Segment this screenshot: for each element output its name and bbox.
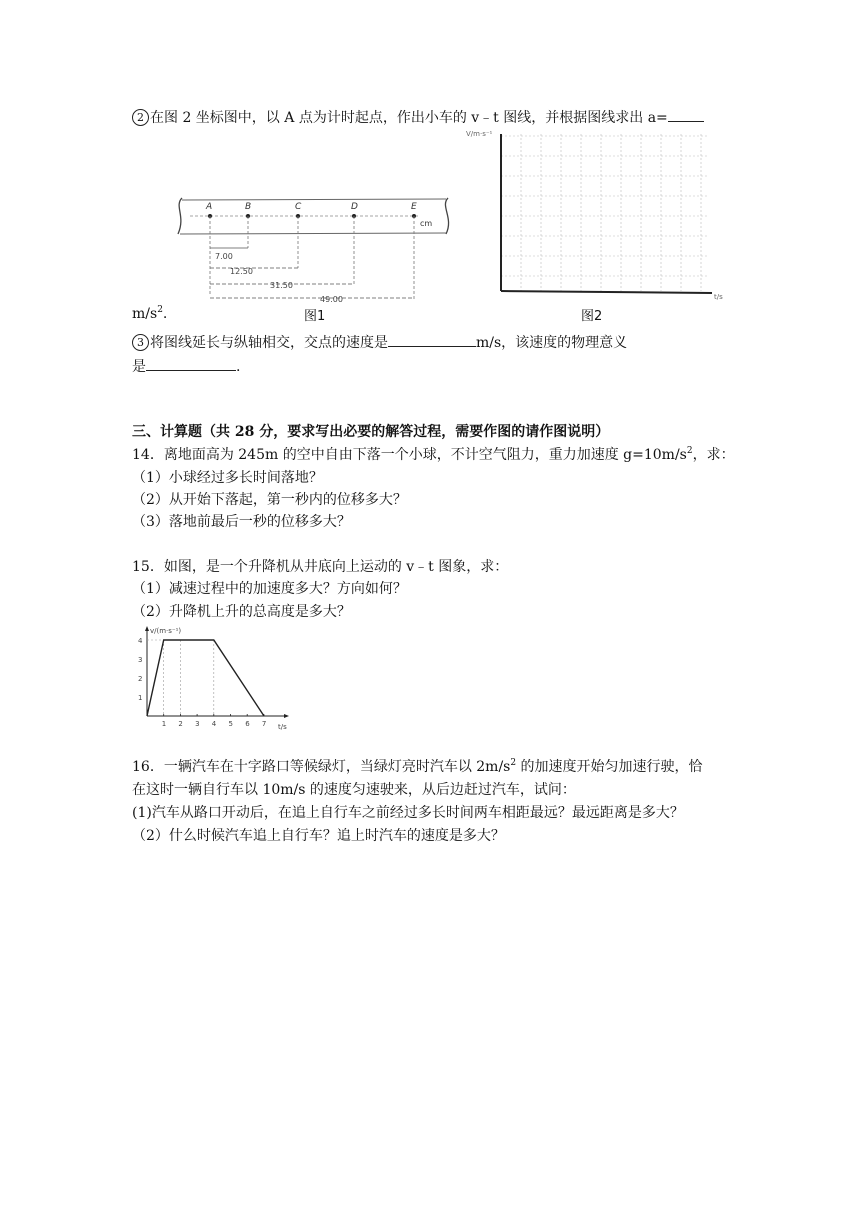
q13-part3-text-d: .	[236, 359, 241, 375]
y-tick-label: 3	[138, 656, 143, 664]
y-axis-label: v/(m·s⁻¹)	[150, 627, 182, 635]
x-tick-label: 6	[245, 720, 250, 728]
q13-unit-line	[132, 305, 167, 323]
distance-ae-label: 49.00	[320, 295, 343, 304]
unit-period: .	[162, 306, 168, 322]
y-tick-label: 2	[138, 675, 143, 683]
q13-part3-line	[132, 332, 627, 352]
x-tick-label: 7	[261, 720, 267, 728]
q16-stem-line1	[132, 758, 703, 776]
q14-exponent: 2	[686, 446, 693, 456]
q16-sub2: （2）什么时候汽车追上自行车？追上时汽车的速度是多大？	[132, 828, 505, 844]
figure-3-vt-graph	[134, 624, 296, 736]
figure-2-grid	[462, 128, 724, 300]
point-c-label: C	[295, 202, 302, 212]
point-b-label: B	[245, 202, 252, 212]
y-tick-label: 4	[138, 637, 143, 645]
x-tick-label: 4	[211, 720, 217, 728]
unit-m-s: m/s	[132, 306, 158, 322]
answer-blank-c	[146, 356, 236, 371]
q16-exponent: 2	[510, 758, 517, 768]
tape-unit-label: cm	[420, 219, 433, 228]
q16-stem-line2: 在这时一辆自行车以 10m/s 的速度匀速驶来，从后边赶过汽车，试问：	[132, 782, 576, 798]
answer-blank-a	[668, 107, 704, 122]
q13-part2-line	[132, 107, 704, 127]
x-tick-label: 3	[195, 720, 200, 728]
unit-exponent: 2	[157, 305, 163, 315]
q14-sub1: （1）小球经过多长时间落地？	[132, 470, 323, 486]
q13-part3-text-c: 是	[132, 359, 146, 375]
distance-ac-label: 12.50	[230, 267, 253, 276]
circled-number-2: 2	[132, 109, 149, 126]
distance-ad-label: 31.50	[270, 281, 293, 290]
q14-text-a: 14．离地面高为 245m 的空中自由下落一个小球，不计空气阻力，重力加速度 g=10m/s	[132, 447, 687, 463]
q15-stem: 15．如图，是一个升降机从井底向上运动的 v﹣t 图象，求：	[132, 559, 509, 575]
svg-text:t/s: t/s	[714, 293, 723, 300]
q14-stem	[132, 446, 735, 464]
q13-part2-text: 在图 2 坐标图中，以 A 点为计时起点，作出小车的 v﹣t 图线，并根据图线求出 a=	[150, 110, 668, 126]
figure-2-caption: 图2	[581, 309, 603, 324]
answer-blank-b	[388, 332, 476, 347]
point-d-label: D	[351, 202, 358, 212]
q14-text-b: ，求：	[692, 447, 735, 463]
q16-sub1: (1)汽车从路口开动后，在追上自行车之前经过多长时间两车相距最远？最远距离是多大？	[132, 805, 684, 821]
point-e-label: E	[411, 202, 417, 212]
q15-sub1: （1）减速过程中的加速度多大？方向如何？	[132, 581, 407, 597]
q14-sub2: （2）从开始下落起，第一秒内的位移多大？	[132, 492, 407, 508]
q16-text-a: 16．一辆汽车在十字路口等候绿灯，当绿灯亮时汽车以 2m/s	[132, 759, 511, 775]
figure-1-paper-tape	[170, 192, 466, 304]
q14-sub3: （3）落地前最后一秒的位移多大？	[132, 514, 351, 530]
svg-text:V/m·s⁻¹: V/m·s⁻¹	[466, 130, 493, 138]
distance-ab-label: 7.00	[215, 252, 233, 261]
figure-1-caption: 图1	[304, 309, 326, 324]
vt-curve	[147, 640, 264, 716]
q15-sub2: （2）升降机上升的总高度是多大？	[132, 604, 351, 620]
x-tick-label: 2	[178, 720, 183, 728]
y-tick-label: 1	[138, 694, 143, 702]
point-a-label: A	[206, 202, 213, 212]
q13-part3-text-a: 将图线延长与纵轴相交，交点的速度是	[150, 335, 388, 351]
x-tick-label: 5	[228, 720, 233, 728]
q16-text-b: 的加速度开始匀加速行驶，恰	[516, 759, 703, 775]
circled-number-3: 3	[132, 334, 149, 351]
q13-part3-line2	[132, 356, 240, 376]
section-3-heading: 三、计算题（共 28 分，要求写出必要的解答过程，需要作图的请作图说明）	[132, 424, 610, 440]
q13-part3-text-b: m/s，该速度的物理意义	[476, 335, 628, 351]
x-tick-label: 1	[161, 720, 167, 728]
x-axis-label: t/s	[278, 723, 287, 731]
